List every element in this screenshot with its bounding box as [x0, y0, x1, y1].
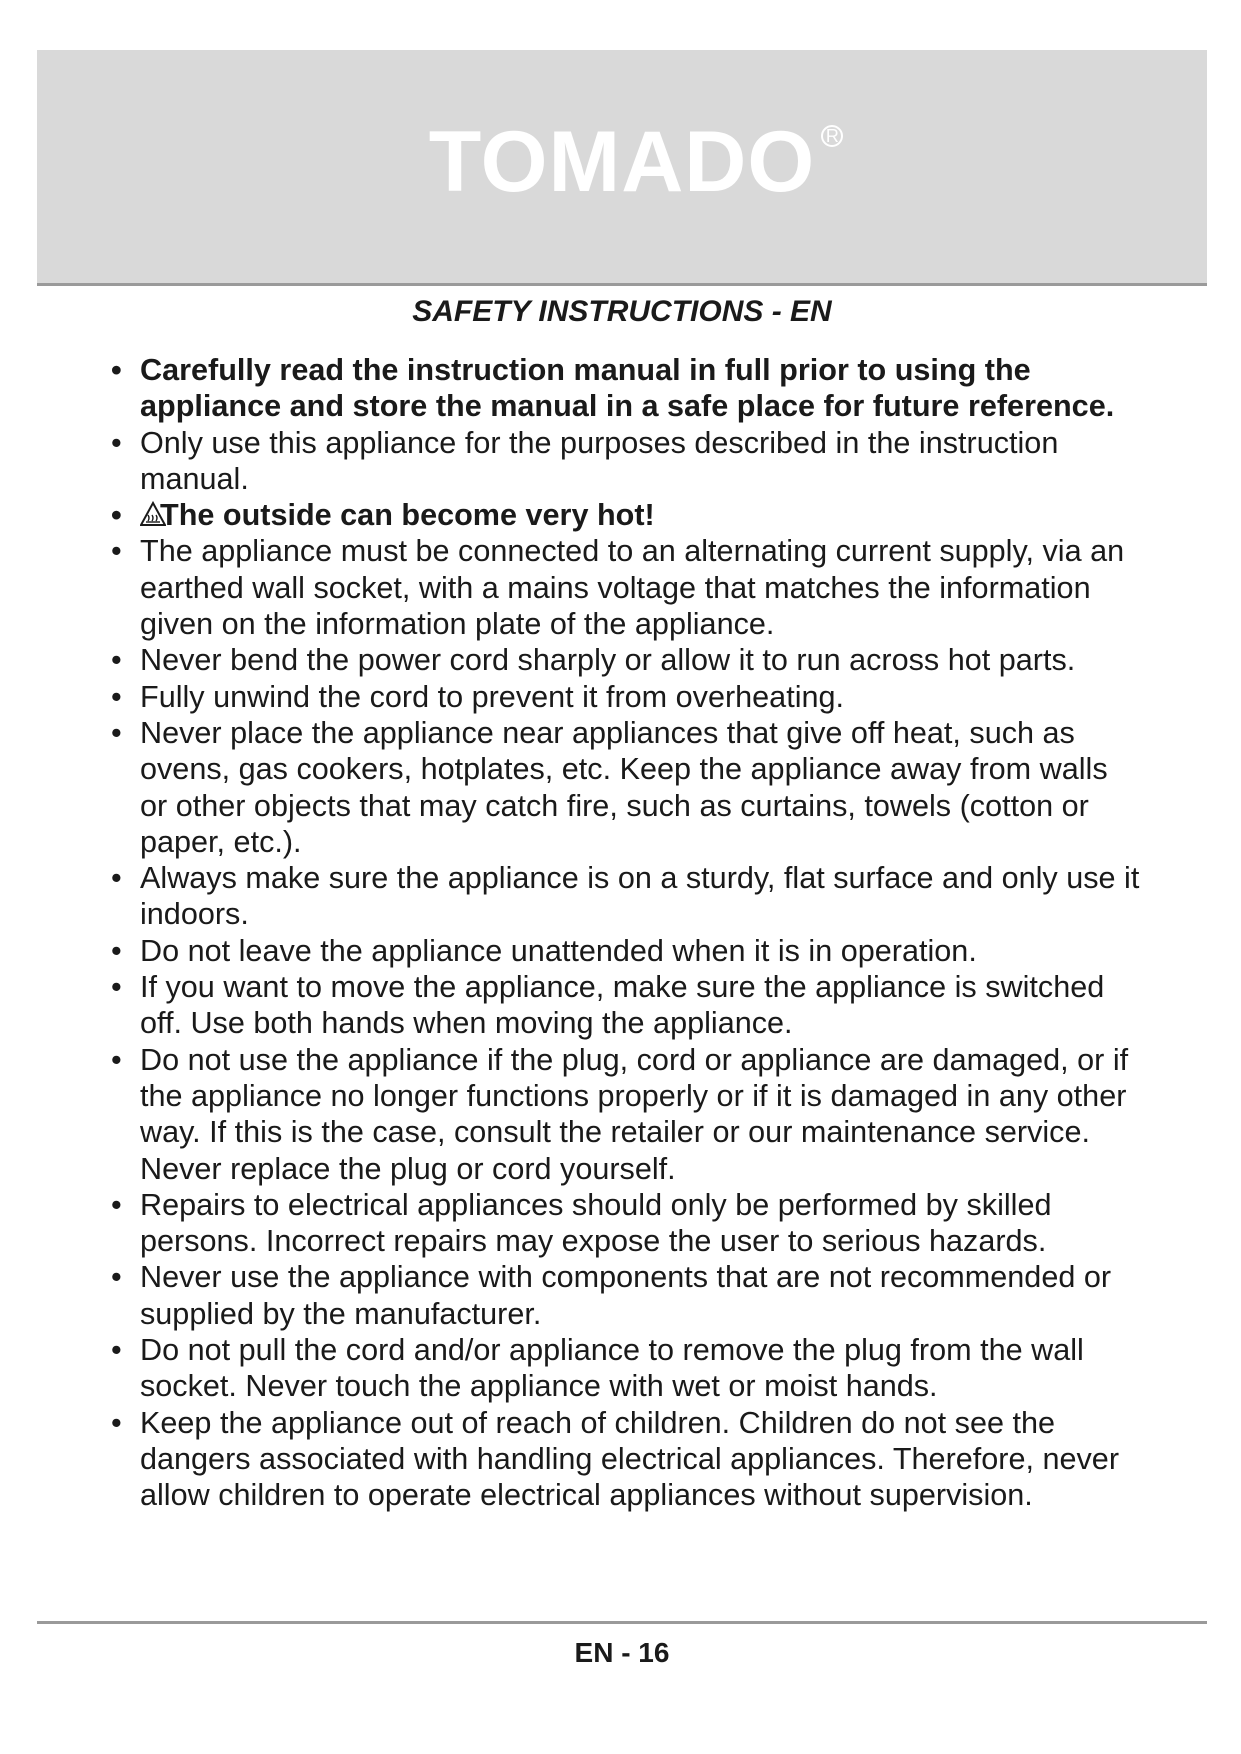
list-item-hot-warning: [111, 497, 1141, 533]
list-item: • If you want to move the appliance, make sure the appliance is switched off. Use both hands when moving the appliance.: [111, 969, 1141, 1042]
list-item: • Carefully read the instruction manual in full prior to using the appliance and store the manual in a safe place for future reference.: [111, 352, 1141, 425]
list-item: • Never place the appliance near appliances that give off heat, such as ovens, gas cookers, hotplates, etc. Keep the appliance away from walls or other objects that may catch fire, such as curtains, towels (cotton or paper, etc.).: [111, 715, 1141, 860]
list-item: • Fully unwind the cord to prevent it from overheating.: [111, 679, 1141, 715]
list-item: • The appliance must be connected to an alternating current supply, via an earthed wall socket, with a mains voltage that matches the information given on the information plate of the appliance.: [111, 533, 1141, 642]
safety-instructions-list: [111, 352, 1141, 1514]
header-banner: [37, 50, 1207, 286]
list-item: • Never use the appliance with components that are not recommended or supplied by the manufacturer.: [111, 1259, 1141, 1332]
list-item: • Never bend the power cord sharply or allow it to run across hot parts.: [111, 642, 1141, 678]
footer-divider: [37, 1621, 1207, 1624]
brand-name: TOMADO: [428, 113, 816, 210]
page-number: EN - 16: [574, 1637, 670, 1668]
page-title: SAFETY INSTRUCTIONS - EN: [412, 295, 832, 328]
list-item: • Do not use the appliance if the plug, cord or appliance are damaged, or if the appliance no longer functions properly or if it is damaged in any other way. If this is the case, consult the retailer or our maintenance service. Never replace the plug or cord yourself.: [111, 1042, 1141, 1187]
list-item: • Do not leave the appliance unattended when it is in operation.: [111, 933, 1141, 969]
hot-warning-text: The outside can become very hot!: [160, 498, 655, 533]
list-item: • Repairs to electrical appliances should only be performed by skilled persons. Incorrect repairs may expose the user to serious hazards.: [111, 1187, 1141, 1260]
list-item: • Do not pull the cord and/or appliance to remove the plug from the wall socket. Never touch the appliance with wet or moist hands.: [111, 1332, 1141, 1405]
list-item: • Keep the appliance out of reach of children. Children do not see the dangers associated with handling electrical appliances. Therefore, never allow children to operate electrical appliances without supervision.: [111, 1405, 1141, 1514]
list-item: • Always make sure the appliance is on a sturdy, flat surface and only use it indoors.: [111, 860, 1141, 933]
registered-trademark-icon: R: [821, 125, 843, 147]
list-item: • Only use this appliance for the purposes described in the instruction manual.: [111, 425, 1141, 498]
brand-logo: [428, 113, 839, 210]
